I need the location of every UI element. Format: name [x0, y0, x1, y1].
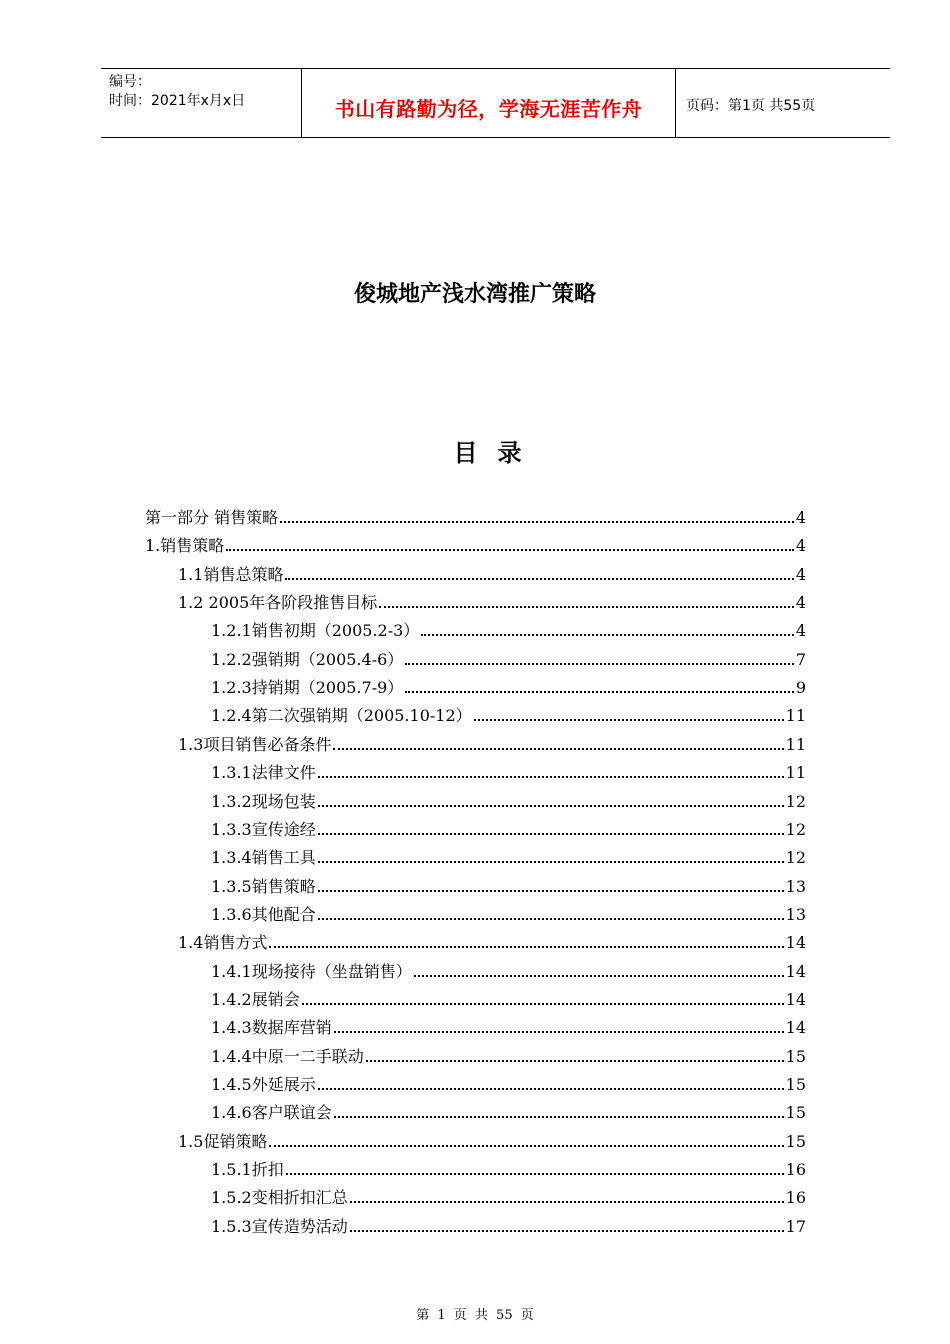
toc-entry-title: 1.4.1现场接待（坐盘销售） — [211, 961, 412, 981]
toc-entry[interactable] — [211, 613, 806, 641]
toc-entry[interactable] — [211, 869, 806, 897]
toc-entry-page: 14 — [785, 1018, 806, 1038]
toc-entry-title: 1.5.3宣传造势活动 — [211, 1216, 348, 1236]
document-time-label: 时间：2021年x月x日 — [109, 93, 246, 109]
document-number-label: 编号： — [109, 74, 151, 90]
toc-leader-dots — [318, 1088, 784, 1090]
header-page-cell — [676, 69, 890, 137]
toc-entry-title: 1.5.1折扣 — [211, 1160, 284, 1180]
page-footer: 第 1 页 共 55 页 — [416, 1308, 534, 1323]
toc-leader-dots — [421, 634, 794, 636]
toc-leader-dots — [350, 1230, 784, 1232]
toc-entry[interactable] — [211, 1180, 806, 1208]
toc-entry-page: 15 — [785, 1103, 806, 1123]
toc-entry-page: 7 — [795, 649, 806, 669]
toc-entry[interactable] — [211, 982, 806, 1010]
toc-entry-page: 12 — [785, 791, 806, 811]
toc-entry-title: 1.3.2现场包装 — [211, 791, 316, 811]
toc-entry[interactable] — [211, 642, 806, 670]
toc-entry-title: 1.4.3数据库营销 — [211, 1018, 332, 1038]
toc-entry[interactable] — [178, 727, 806, 755]
toc-entry[interactable] — [211, 1209, 806, 1237]
toc-leader-dots — [414, 975, 784, 977]
toc-entry-page: 16 — [785, 1188, 806, 1208]
toc-entry-page: 13 — [785, 904, 806, 924]
toc-entry-title: 1.3.5销售策略 — [211, 876, 316, 896]
toc-entry-title: 1.4.4中原一二手联动 — [211, 1046, 364, 1066]
toc-entry[interactable] — [211, 1067, 806, 1095]
toc-leader-dots — [350, 1201, 784, 1203]
toc-entry-page: 14 — [785, 989, 806, 1009]
toc-entry-title: 1.3.4销售工具 — [211, 848, 316, 868]
toc-entry-title: 1.3.3宣传途经 — [211, 819, 316, 839]
toc-entry-page: 13 — [785, 876, 806, 896]
toc-entry[interactable] — [145, 528, 806, 556]
header-motto: 书山有路勤为径，学海无涯苦作舟 — [334, 97, 643, 121]
toc-leader-dots — [318, 890, 784, 892]
toc-leader-dots — [269, 946, 783, 948]
toc-entry[interactable] — [211, 1152, 806, 1180]
toc-entry[interactable] — [211, 812, 806, 840]
toc-entry[interactable] — [211, 954, 806, 982]
toc-entry[interactable] — [145, 500, 806, 528]
toc-entry-page: 14 — [785, 933, 806, 953]
toc-entry[interactable] — [211, 670, 806, 698]
header-motto-cell — [302, 69, 676, 137]
page-header — [101, 68, 890, 138]
toc-leader-dots — [318, 918, 784, 920]
toc-leader-dots — [318, 776, 784, 778]
toc-entry-title: 1.4.6客户联谊会 — [211, 1103, 332, 1123]
toc-leader-dots — [379, 606, 794, 608]
toc-entry[interactable] — [211, 897, 806, 925]
toc-entry-title: 1.4.2展销会 — [211, 989, 300, 1009]
toc-leader-dots — [366, 1060, 784, 1062]
toc-entry-page: 16 — [785, 1160, 806, 1180]
toc-leader-dots — [286, 1173, 784, 1175]
toc-entry-page: 14 — [785, 961, 806, 981]
toc-entry-title: 1.销售策略 — [145, 536, 225, 556]
toc-entry-title: 1.2 2005年各阶段推售目标 — [178, 593, 378, 613]
toc-entry-title: 1.5.2变相折扣汇总 — [211, 1188, 348, 1208]
toc-entry[interactable] — [211, 784, 806, 812]
toc-entry-title: 1.2.4第二次强销期（2005.10-12） — [211, 706, 472, 726]
toc-entry-title: 1.3项目销售必备条件 — [178, 734, 332, 754]
toc-entry-page: 4 — [795, 621, 806, 641]
toc-entry-page: 9 — [795, 678, 806, 698]
toc-entry[interactable] — [211, 840, 806, 868]
toc-entry-page: 11 — [785, 734, 806, 754]
toc-entry-title: 1.3.6其他配合 — [211, 904, 316, 924]
toc-entry[interactable] — [178, 1124, 806, 1152]
toc-leader-dots — [405, 691, 794, 693]
toc-leader-dots — [302, 1003, 784, 1005]
toc-entry-title: 1.3.1法律文件 — [211, 763, 316, 783]
toc-leader-dots — [334, 1031, 784, 1033]
document-title: 俊城地产浅水湾推广策略 — [353, 282, 596, 307]
toc-entry-page: 4 — [795, 593, 806, 613]
toc-entry-title: 1.2.3持销期（2005.7-9） — [211, 678, 404, 698]
toc-entry[interactable] — [178, 557, 806, 585]
toc-entry[interactable] — [211, 1010, 806, 1038]
toc-entry-title: 第一部分 销售策略 — [145, 508, 279, 527]
toc-leader-dots — [333, 748, 783, 750]
toc-entry[interactable] — [211, 1095, 806, 1123]
toc-entry-page: 4 — [795, 536, 806, 556]
toc-entry-page: 15 — [785, 1075, 806, 1094]
toc-entry[interactable] — [178, 925, 806, 953]
toc-leader-dots — [318, 861, 784, 863]
toc-entry-title: 1.1销售总策略 — [178, 564, 284, 584]
toc-entry-title: 1.2.1销售初期（2005.2-3） — [211, 621, 420, 641]
toc-entry-title: 1.4.5外延展示 — [211, 1075, 316, 1094]
toc-entry[interactable] — [178, 585, 806, 613]
toc-heading: 目录 — [453, 439, 542, 467]
toc-leader-dots — [474, 719, 784, 721]
toc-leader-dots — [226, 549, 794, 551]
toc-entry-page: 4 — [795, 508, 806, 527]
header-page-code: 页码：第1页 共55页 — [686, 98, 816, 114]
toc-entry-title: 1.4销售方式 — [178, 933, 268, 953]
toc-entry[interactable] — [211, 755, 806, 783]
toc-entry-title: 1.2.2强销期（2005.4-6） — [211, 649, 404, 669]
toc-entry-page: 12 — [785, 848, 806, 868]
toc-leader-dots — [285, 578, 793, 580]
toc-entry-title: 1.5促销策略 — [178, 1131, 268, 1151]
toc-leader-dots — [280, 521, 794, 523]
toc-leader-dots — [318, 833, 784, 835]
toc-entry-page: 12 — [785, 819, 806, 839]
header-meta-cell — [101, 69, 302, 137]
toc-entry-page: 11 — [785, 706, 806, 726]
toc-leader-dots — [318, 805, 784, 807]
toc-entry[interactable] — [211, 698, 806, 726]
toc-leader-dots — [334, 1116, 784, 1118]
toc-entry[interactable] — [211, 1039, 806, 1067]
toc-entry-page: 15 — [785, 1131, 806, 1151]
toc-entry-page: 17 — [785, 1216, 806, 1236]
toc-leader-dots — [269, 1145, 783, 1147]
toc-entry-page: 4 — [795, 564, 806, 584]
toc-entry-page: 15 — [785, 1046, 806, 1066]
toc-leader-dots — [405, 663, 794, 665]
toc-entry-page: 11 — [785, 763, 806, 783]
